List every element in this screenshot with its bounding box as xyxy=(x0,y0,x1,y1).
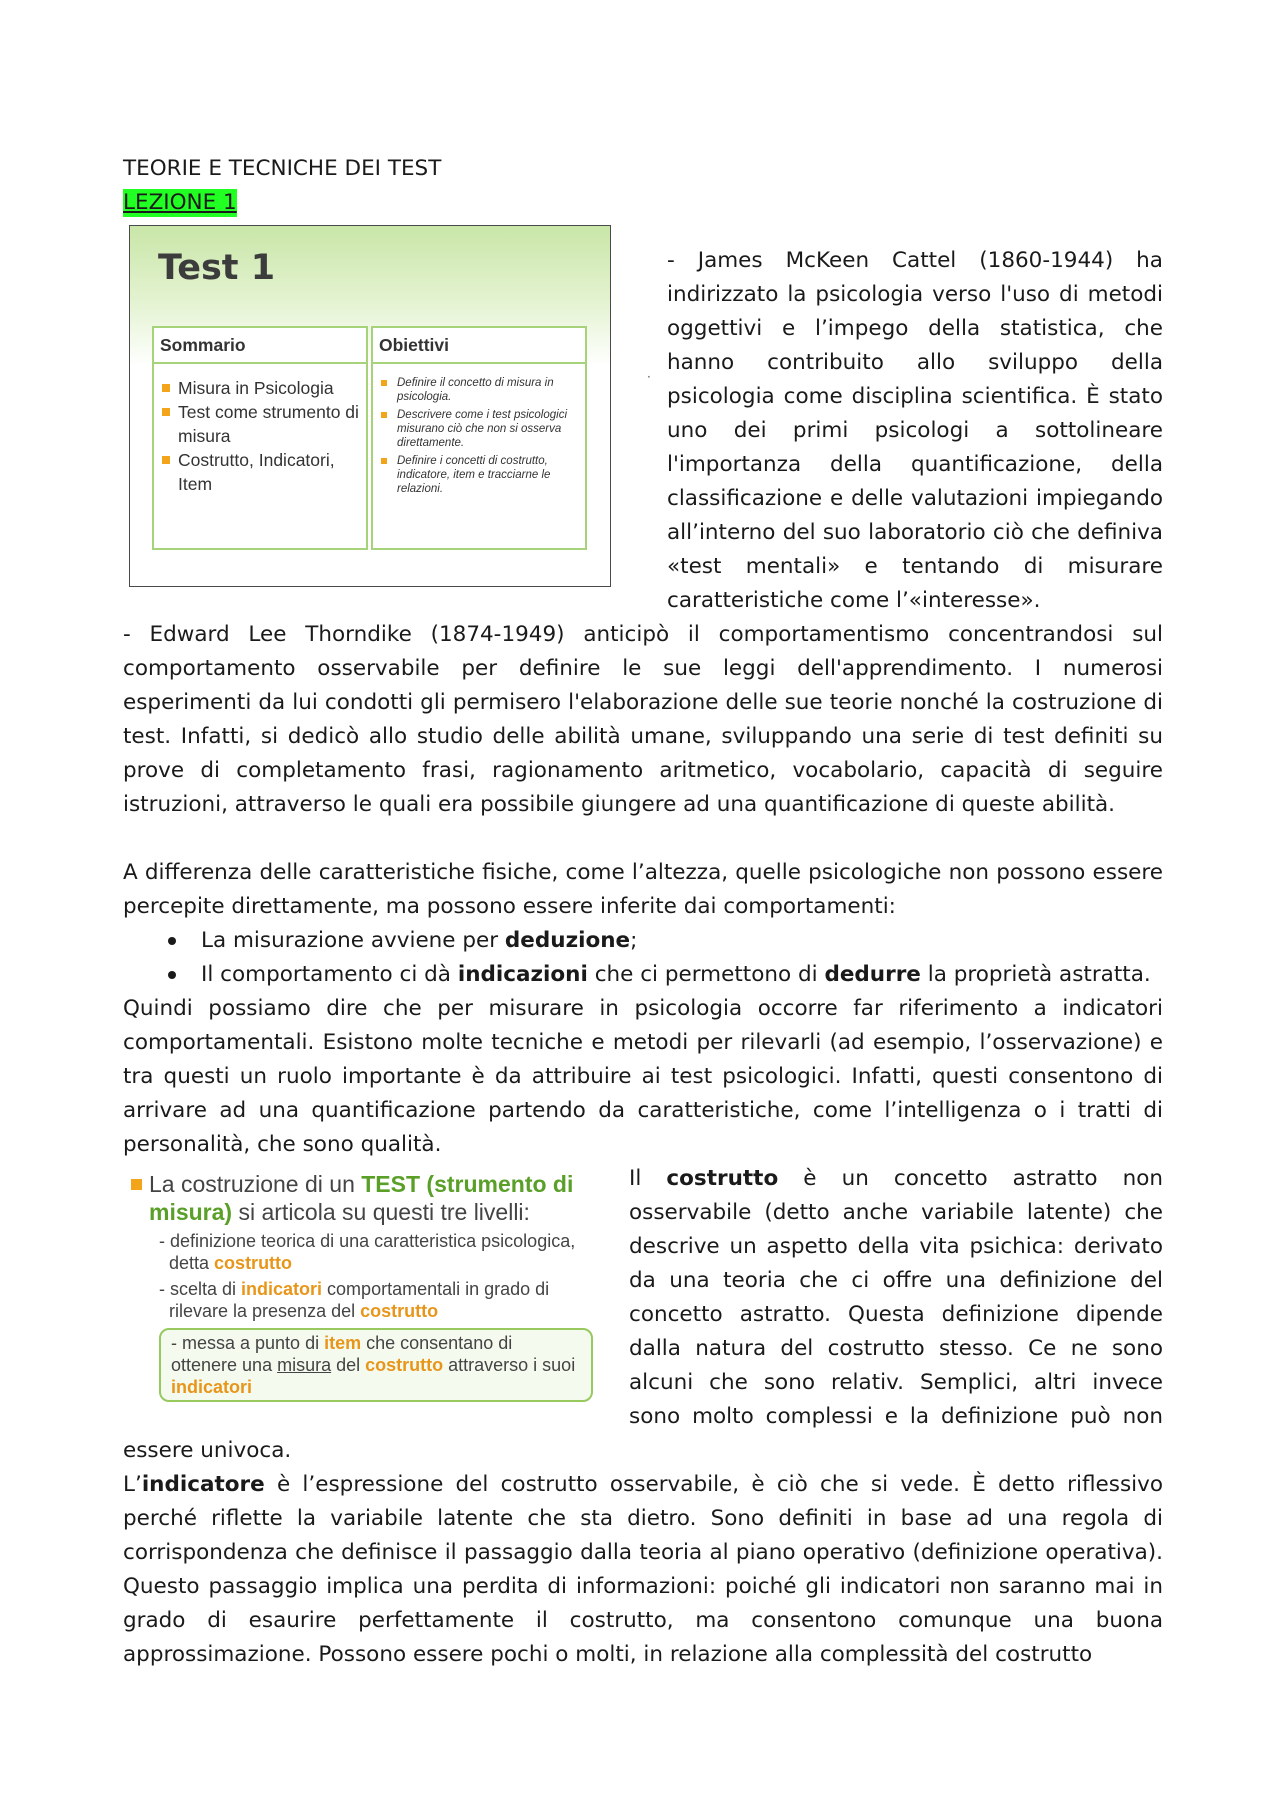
bullet-list xyxy=(123,924,1163,992)
sommario-item: Misura in Psicologia xyxy=(162,376,362,400)
obiettivi-list xyxy=(373,364,585,496)
obiettivi-box xyxy=(371,326,587,550)
bullet-item: Il comportamento ci dà indicazioni che ci permettono di dedurre la proprietà astratta. xyxy=(123,958,1163,992)
slide2-level-2: - scelta di indicatori comportamentali in grado di rilevare la presenza del costrutto xyxy=(159,1279,550,1321)
document-title: TEORIE E TECNICHE DEI TEST xyxy=(123,156,442,181)
obiettivi-item: Definire il concetto di misura in psicologia. xyxy=(381,376,581,404)
slide2-level-1: - definizione teorica di una caratteristica psicologica, detta costrutto xyxy=(159,1231,576,1273)
paragraph-thorndike: - Edward Lee Thorndike (1874-1949) anticipò il comportamentismo concentrandosi sul comportamento osservabile per definire le sue leggi dell'apprendimento. I numerosi esperimenti da lui condotti gli permisero l'elaborazione delle sue teorie nonché la costruzione di test. Infatti, si dedicò allo studio delle abilità umane, sviluppando una serie di test definiti su prove di completamento frasi, ragionamento aritmetico, vocabolario, capacità di seguire istruzioni, attraverso le quali era possibile giungere ad una quantificazione di queste abilità. xyxy=(123,622,1163,817)
paragraph-quindi: Quindi possiamo dire che per misurare in psicologia occorre far riferimento a indicatori comportamentali. Esistono molte tecniche e metodi per rilevarli (ad esempio, l’osservazione) e tra questi un ruolo importante è da attribuire ai test psicologici. Infatti, questi consentono di arrivare ad una quantificazione partendo da caratteristiche, come l’intelligenza o i tratti di personalità, che sono qualità. xyxy=(123,996,1163,1157)
sommario-box xyxy=(152,326,368,550)
sommario-item: Test come strumento di misura xyxy=(162,400,362,448)
obiettivi-heading: Obiettivi xyxy=(373,328,585,364)
paragraph-cattel: - James McKeen Cattel (1860-1944) ha indirizzato la psicologia verso l'uso di metodi oggettivi e l’impego della statistica, che hanno contribuito allo sviluppo della psicologia come disciplina scientifica. È stato uno dei primi psicologi a sottolineare l'importanza della quantificazione, della classificazione e delle valutazioni impiegando all’interno del suo laboratorio ciò che definiva «test mentali» e tentando di misurare caratteristiche come l’«interesse». xyxy=(667,248,1163,613)
lesson-heading: LEZIONE 1 xyxy=(123,190,237,215)
sommario-item: Costrutto, Indicatori, Item xyxy=(162,448,362,496)
slide2-level-3-box: - messa a punto di item che consentano di ottenere una misura del costrutto attraverso i suoi indicatori xyxy=(159,1328,593,1402)
obiettivi-item: Definire i concetti di costrutto, indicatore, item e tracciarne le relazioni. xyxy=(381,454,581,496)
document-body xyxy=(123,152,1163,1672)
slide-costruzione-test xyxy=(123,1170,593,1410)
paragraph-costrutto: Il costrutto è un concetto astratto non osservabile (detto anche variabile latente) che descrive un aspetto della vita psichica: derivato da una teoria che ci offre una definizione del concetto astratto. Questa definizione dipende dalla natura del costrutto stesso. Ce ne sono alcuni che sono relativ. Semplici, altri invece sono molto complessi e la definizione può non essere univoca. xyxy=(123,1166,1163,1463)
paragraph-indicatore: L’indicatore è l’espressione del costrutto osservabile, è ciò che si vede. È detto riflessivo perché riflette la variabile latente che sta dietro. Sono definiti in base ad una regola di corrispondenza che definisce il passaggio dalla teoria al piano operativo (definizione operativa). Questo passaggio implica una perdita di informazioni: poiché gli indicatori non saranno mai in grado di esaurire perfettamente il costrutto, ma consentono comunque una buona approssimazione. Possono essere pochi o molti, in relazione alla complessità del costrutto xyxy=(123,1472,1163,1667)
stray-mark: · xyxy=(647,370,651,384)
sommario-list xyxy=(154,364,366,496)
slide2-heading: La costruzione di un TEST (strumento di misura) si articola su questi tre livelli: xyxy=(123,1170,593,1226)
slide-title: Test 1 xyxy=(158,248,276,288)
paragraph-differenza: A differenza delle caratteristiche fisiche, come l’altezza, quelle psicologiche non possono essere percepite direttamente, ma possono essere inferite dai comportamenti: xyxy=(123,860,1163,919)
obiettivi-item: Descrivere come i test psicologici misurano ciò che non si osserva direttamente. xyxy=(381,408,581,450)
sommario-heading: Sommario xyxy=(154,328,366,364)
bullet-item: La misurazione avviene per deduzione; xyxy=(123,924,1163,958)
slide-test-1 xyxy=(129,225,611,587)
lesson-heading-row xyxy=(123,186,1163,220)
